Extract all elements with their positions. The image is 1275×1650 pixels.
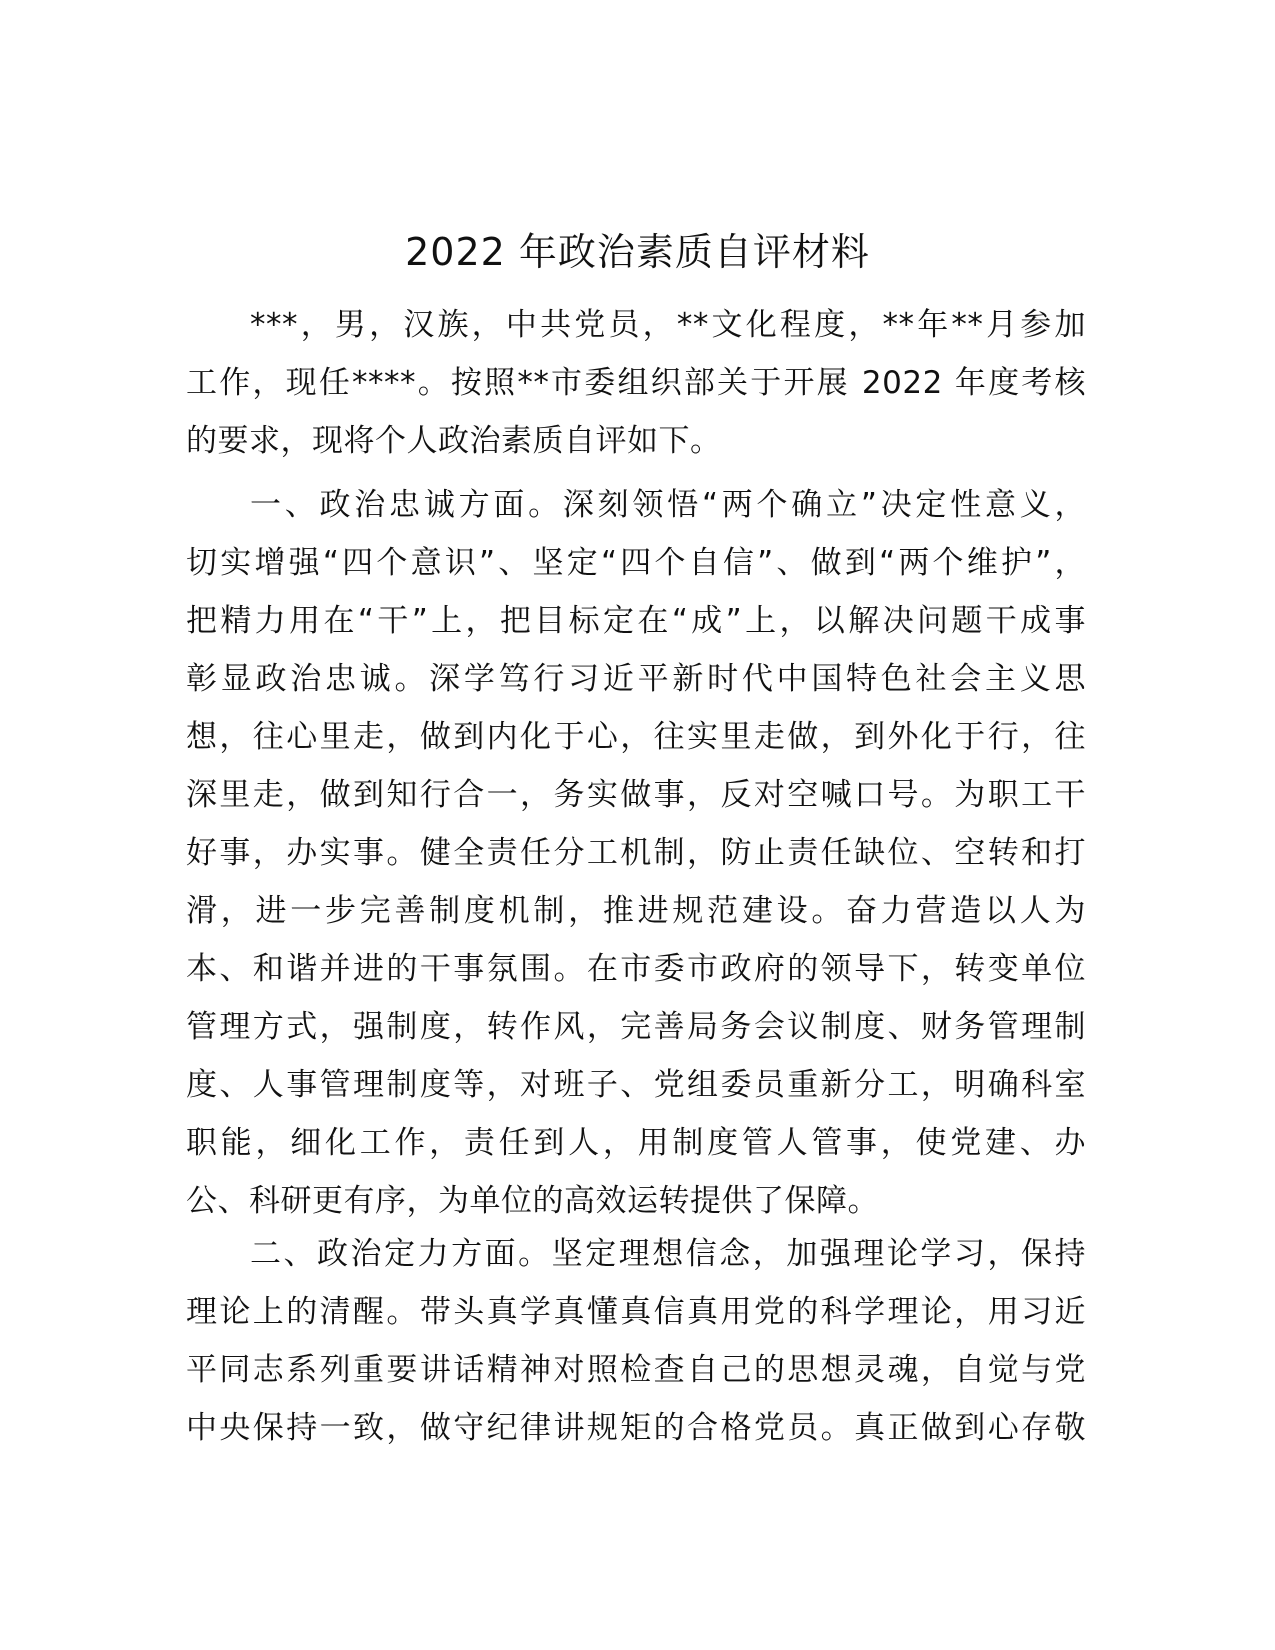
paragraph-line: 中央保持一致，做守纪律讲规矩的合格党员。真正做到心存敬 [186, 1410, 1086, 1446]
paragraph-line: ***，男，汉族，中共党员，**文化程度，**年**月参加 [250, 307, 1086, 343]
paragraph-line: 管理方式，强制度，转作风，完善局务会议制度、财务管理制 [186, 1009, 1086, 1045]
paragraph-line: 深里走，做到知行合一，务实做事，反对空喊口号。为职工干 [186, 777, 1086, 813]
paragraph-line: 滑，进一步完善制度机制，推进规范建设。奋力营造以人为 [186, 893, 1086, 929]
paragraph-line: 彰显政治忠诚。深学笃行习近平新时代中国特色社会主义思 [186, 661, 1086, 697]
paragraph-line: 工作，现任****。按照**市委组织部关于开展 2022 年度考核 [186, 365, 1086, 401]
paragraph-line: 公、科研更有序，为单位的高效运转提供了保障。 [186, 1183, 879, 1219]
document-title: 2022 年政治素质自评材料 [405, 230, 870, 274]
paragraph-line: 的要求，现将个人政治素质自评如下。 [186, 423, 722, 459]
paragraph-political-resolve [186, 1225, 1086, 1457]
paragraph-line: 理论上的清醒。带头真学真懂真信真用党的科学理论，用习近 [186, 1294, 1086, 1330]
paragraph-line: 本、和谐并进的干事氛围。在市委市政府的领导下，转变单位 [186, 951, 1086, 987]
paragraph-line: 一、政治忠诚方面。深刻领悟“两个确立”决定性意义， [250, 487, 1086, 523]
paragraph-line: 好事，办实事。健全责任分工机制，防止责任缺位、空转和打 [186, 835, 1086, 871]
paragraph-line: 想，往心里走，做到内化于心，往实里走做，到外化于行，往 [186, 719, 1086, 755]
paragraph-line: 二、政治定力方面。坚定理想信念，加强理论学习，保持 [250, 1236, 1086, 1272]
paragraph-line: 职能，细化工作，责任到人，用制度管人管事，使党建、办 [186, 1125, 1086, 1161]
paragraph-line: 平同志系列重要讲话精神对照检查自己的思想灵魂，自觉与党 [186, 1352, 1086, 1388]
paragraph-political-loyalty [186, 476, 1086, 1230]
paragraph-line: 度、人事管理制度等，对班子、党组委员重新分工，明确科室 [186, 1067, 1086, 1103]
paragraph-intro [186, 296, 1086, 470]
paragraph-line: 切实增强“四个意识”、坚定“四个自信”、做到“两个维护”， [186, 545, 1086, 581]
paragraph-line: 把精力用在“干”上，把目标定在“成”上，以解决问题干成事 [186, 603, 1086, 639]
